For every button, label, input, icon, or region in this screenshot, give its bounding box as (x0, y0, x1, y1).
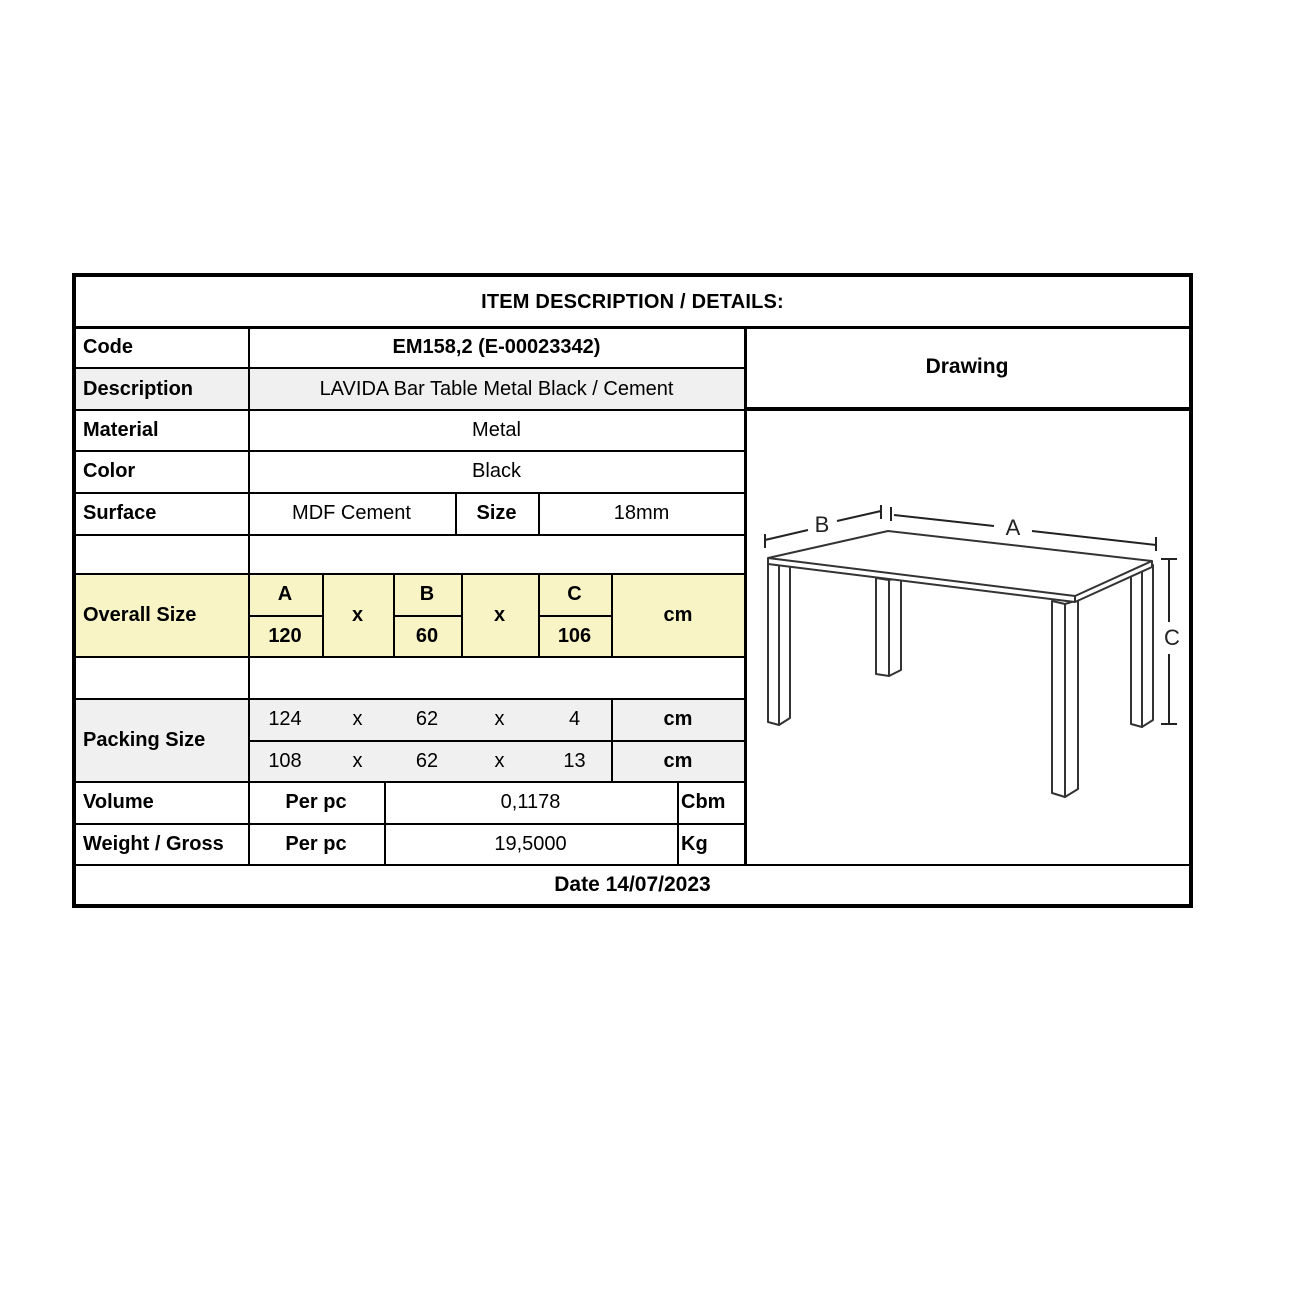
overall-size-label: Overall Size (83, 603, 197, 626)
packing-row2-d2: 62 (415, 749, 439, 772)
overall-dim-c-value: 106 (557, 624, 592, 647)
packing-row1-sep: x (352, 708, 363, 730)
grid-line (76, 656, 745, 658)
date-line: Date 14/07/2023 (554, 872, 711, 896)
overall-dim-b-value: 60 (415, 624, 439, 647)
weight-unit: Kg (681, 832, 708, 855)
packing-row1-unit: cm (663, 708, 693, 730)
surface-size-label: Size (476, 502, 517, 524)
table-leg-left (768, 562, 779, 725)
packing-row1-d3: 4 (568, 708, 581, 730)
volume-label: Volume (83, 791, 154, 813)
code-value: EM158,2 (E-00023342) (392, 335, 601, 358)
material-label: Material (83, 418, 159, 441)
packing-size-label: Packing Size (83, 728, 206, 751)
dimension-lines (765, 505, 1177, 724)
color-value: Black (472, 460, 521, 482)
overall-dim-a-value: 120 (268, 624, 302, 647)
packing-row2-sep: x (352, 749, 363, 772)
table-leg-front (1052, 601, 1065, 797)
description-label: Description (83, 378, 194, 400)
table-leg-back-side (889, 577, 901, 676)
overall-unit: cm (663, 603, 693, 626)
weight-value: 19,5000 (494, 832, 567, 855)
item-description-table (72, 273, 1193, 908)
sheet-title: ITEM DESCRIPTION / DETAILS: (481, 290, 784, 313)
overall-separator: x (351, 603, 364, 626)
dim-label-a: A (1005, 515, 1021, 540)
packing-row2-unit: cm (663, 749, 693, 772)
weight-per: Per pc (285, 832, 347, 855)
overall-dim-a-name: A (277, 583, 293, 605)
code-label: Code (83, 335, 133, 358)
overall-separator: x (493, 603, 506, 626)
dim-label-c: C (1164, 625, 1180, 650)
weight-label: Weight / Gross (83, 832, 224, 855)
packing-row1-d2: 62 (415, 708, 439, 730)
color-label: Color (83, 460, 136, 482)
table-leg-front-side (1065, 600, 1078, 797)
dim-label-b: B (814, 512, 830, 537)
surface-label: Surface (83, 502, 157, 524)
volume-per: Per pc (285, 791, 347, 813)
overall-dim-c-name: C (567, 583, 582, 605)
packing-row2-sep: x (494, 749, 505, 772)
packing-row1-sep: x (494, 708, 505, 730)
table-leg-back (876, 578, 889, 676)
drawing-header: Drawing (925, 355, 1009, 378)
surface-value: MDF Cement (292, 502, 411, 524)
volume-unit: Cbm (681, 791, 726, 813)
table-drawing (745, 411, 1189, 864)
table-leg-left-side (779, 561, 790, 725)
table-top (768, 531, 1152, 602)
material-value: Metal (472, 418, 521, 441)
volume-value: 0,1178 (500, 791, 561, 813)
packing-row2-d1: 108 (268, 749, 302, 772)
description-value: LAVIDA Bar Table Metal Black / Cement (319, 378, 674, 400)
packing-row1-d1: 124 (268, 708, 302, 730)
table-leg-right-side (1142, 565, 1153, 727)
table-leg-right (1131, 567, 1142, 727)
overall-dim-b-name: B (419, 583, 435, 605)
grid-line (76, 534, 745, 536)
table-sketch (768, 531, 1153, 797)
packing-row2-d3: 13 (563, 749, 586, 772)
surface-size-value: 18mm (613, 502, 670, 524)
